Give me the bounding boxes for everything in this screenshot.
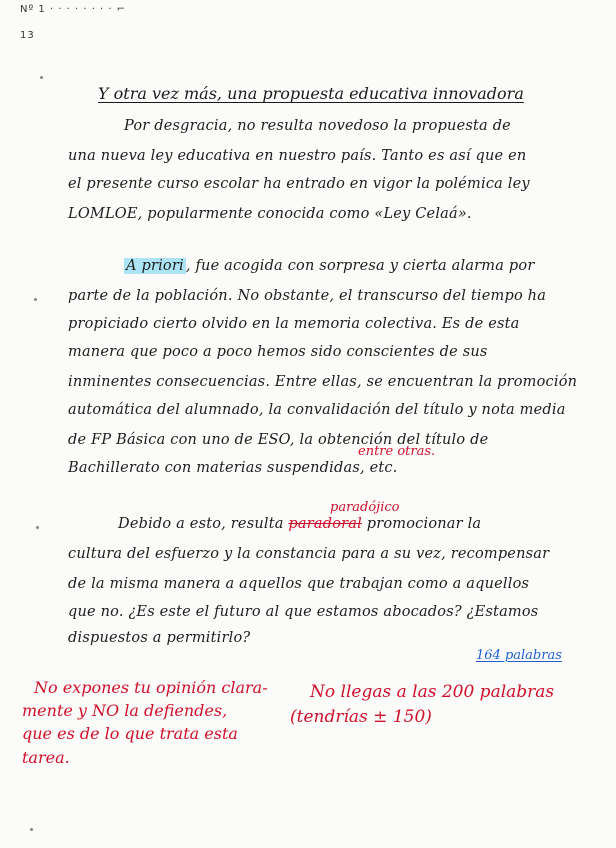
teacher-comment-left-line-1: No expones tu opinión clara- (34, 678, 268, 697)
teacher-comment-right-line-2: (tendrías ± 150) (290, 706, 432, 727)
struck-word-paradoral: paradoral (288, 516, 362, 532)
paragraph-3-line-1-end: promocionar la (361, 516, 482, 532)
margin-dot (30, 828, 33, 831)
paragraph-1-line-3: el presente curso escolar ha entrado en vigor la polémica ley (68, 176, 530, 192)
teacher-comment-left-line-4: tarea. (22, 747, 70, 767)
header-marks: Nº 1 · · · · · · · · ⌐ (20, 4, 127, 15)
paragraph-2-line-3: propiciado cierto olvido en la memoria colectiva. Es de esta (68, 316, 520, 332)
paragraph-2-line-4: manera que poco a poco hemos sido conscientes de sus (68, 344, 488, 360)
paragraph-3-line-4: que no. ¿Es este el futuro al que estamos abocados? ¿Estamos (68, 604, 539, 620)
highlighted-a-priori: A priori (126, 258, 184, 274)
correction-entre-otras: entre otras. (358, 444, 436, 459)
paragraph-2-line-8: Bachillerato con materias suspendidas, etc. (68, 460, 398, 476)
teacher-comment-right-line-1: No llegas a las 200 palabras (310, 682, 555, 702)
paragraph-2-line-1 (124, 258, 554, 274)
paragraph-2-line-1-rest: , fue acogida con sorpresa y cierta alarma por (185, 258, 535, 274)
paragraph-2-line-2: parte de la población. No obstante, el transcurso del tiempo ha (68, 288, 547, 304)
paragraph-1-line-4: LOMLOE, popularmente conocida como «Ley Celaá». (68, 206, 472, 222)
margin-dot (40, 76, 43, 79)
correction-paradojico: paradójico (330, 500, 400, 515)
margin-dot (36, 526, 39, 529)
paragraph-3-line-1 (118, 516, 548, 532)
paragraph-2-line-6: automática del alumnado, la convalidación del título y nota media (68, 402, 566, 418)
teacher-comment-left-line-3: que es de lo que trata esta (22, 724, 238, 744)
teacher-comment-left (22, 676, 268, 769)
teacher-comment-right (290, 680, 555, 729)
paragraph-1-line-2: una nueva ley educativa en nuestro país. Tanto es así que en (68, 148, 527, 164)
essay-title: Y otra vez más, una propuesta educativa innovadora (98, 84, 524, 103)
paragraph-3-line-5: dispuestos a permitirlo? (68, 630, 251, 646)
paragraph-2-line-7: de FP Básica con uno de ESO, la obtención del título de (68, 432, 489, 448)
paragraph-3-line-2: cultura del esfuerzo y la constancia para a su vez, recompensar (68, 546, 550, 562)
header-sub-mark: 13 (20, 30, 35, 41)
margin-dot (34, 298, 37, 301)
paragraph-1-line-1: Por desgracia, no resulta novedoso la propuesta de (124, 118, 511, 134)
paragraph-3-line-1-start: Debido a esto, resulta (118, 516, 289, 532)
teacher-comment-left-line-2: mente y NO la defiendes, (22, 701, 228, 721)
paragraph-3-line-3: de la misma manera a aquellos que trabajan como a aquellos (68, 576, 530, 592)
paragraph-2-line-5: inminentes consecuencias. Entre ellas, se encuentran la promoción (68, 374, 578, 390)
word-count-note: 164 palabras (476, 648, 562, 663)
